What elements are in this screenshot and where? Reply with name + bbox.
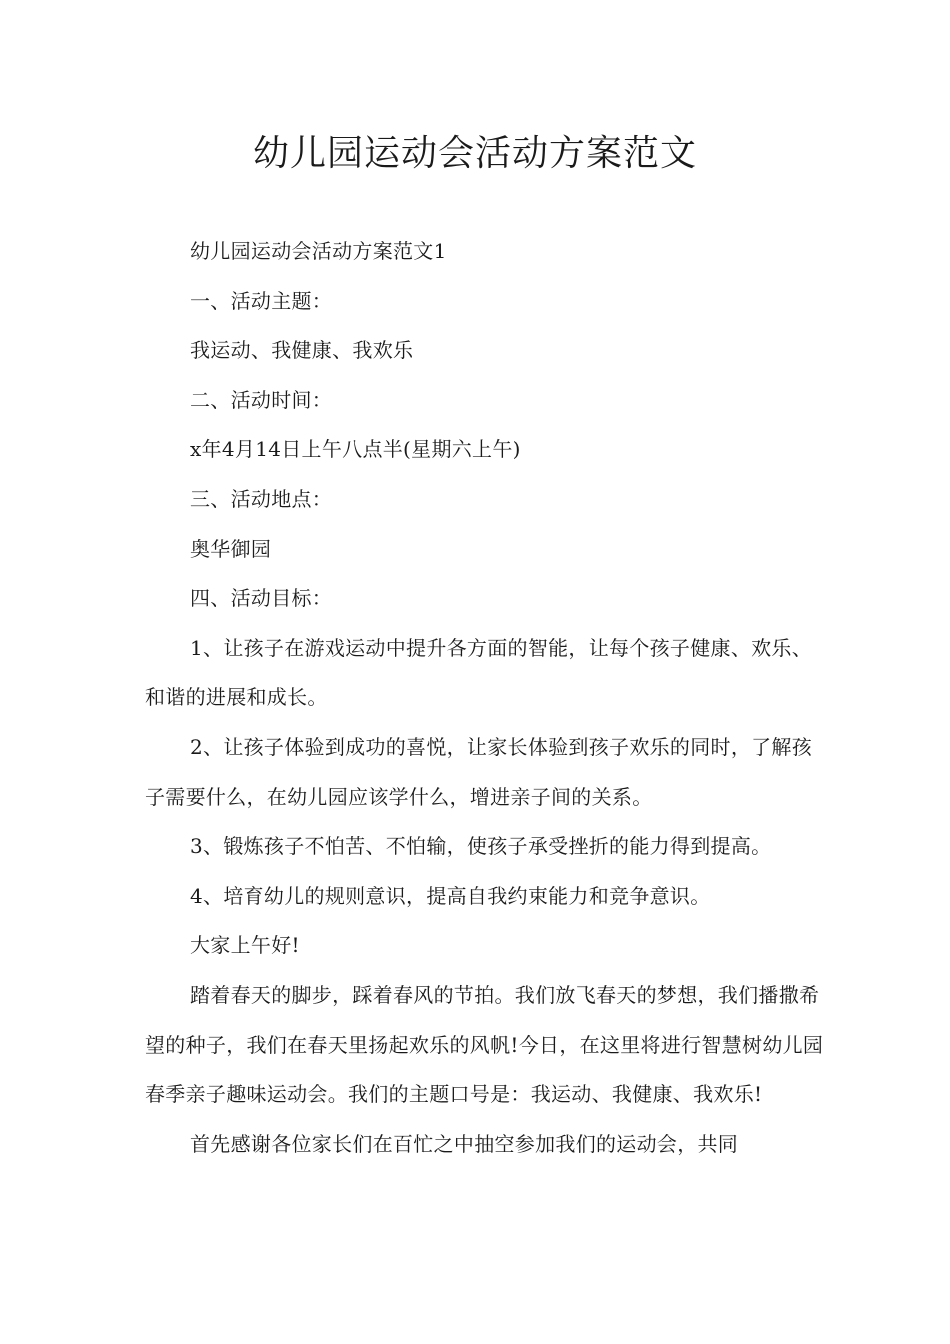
paragraph-subtitle: 幼儿园运动会活动方案范文1 (190, 239, 447, 263)
paragraph-speech-1: 踏着春天的脚步，踩着春风的节拍。我们放飞春天的梦想，我们播撒希望的种子，我们在春天里扬起欢乐的风帆!今日，在这里将进行智慧树幼儿园春季亲子趣味运动会。我们的主题口号是：我运动、我健康、我欢乐! (145, 982, 824, 1107)
document-body (145, 227, 825, 1169)
paragraph-heading-location: 三、活动地点： (190, 486, 333, 511)
paragraph-goal-4: 4、培育幼儿的规则意识，提高自我约束能力和竞争意识。 (190, 883, 711, 908)
paragraph-goal-3: 3、锻炼孩子不怕苦、不怕输，使孩子承受挫折的能力得到提高。 (190, 834, 772, 859)
paragraph-time: x年4月14日上午八点半(星期六上午) (190, 437, 521, 462)
paragraph-location: 奥华御园 (190, 536, 272, 561)
paragraph-speech-2: 首先感谢各位家长们在百忙之中抽空参加我们的运动会，共同 (190, 1131, 739, 1156)
paragraph-theme: 我运动、我健康、我欢乐 (190, 338, 414, 363)
paragraph-heading-goals: 四、活动目标： (190, 586, 333, 611)
paragraph-heading-time: 二、活动时间： (190, 387, 333, 412)
paragraph-greeting: 大家上午好! (190, 933, 300, 958)
paragraph-goal-1: 1、让孩子在游戏运动中提升各方面的智能，让每个孩子健康、欢乐、和谐的进展和成长。 (145, 635, 813, 710)
paragraph-heading-theme: 一、活动主题： (190, 288, 333, 313)
document-title: 幼儿园运动会活动方案范文 (252, 133, 697, 174)
paragraph-goal-2: 2、让孩子体验到成功的喜悦，让家长体验到孩子欢乐的同时，了解孩子需要什么，在幼儿园应该学什么，增进亲子间的关系。 (145, 734, 813, 809)
